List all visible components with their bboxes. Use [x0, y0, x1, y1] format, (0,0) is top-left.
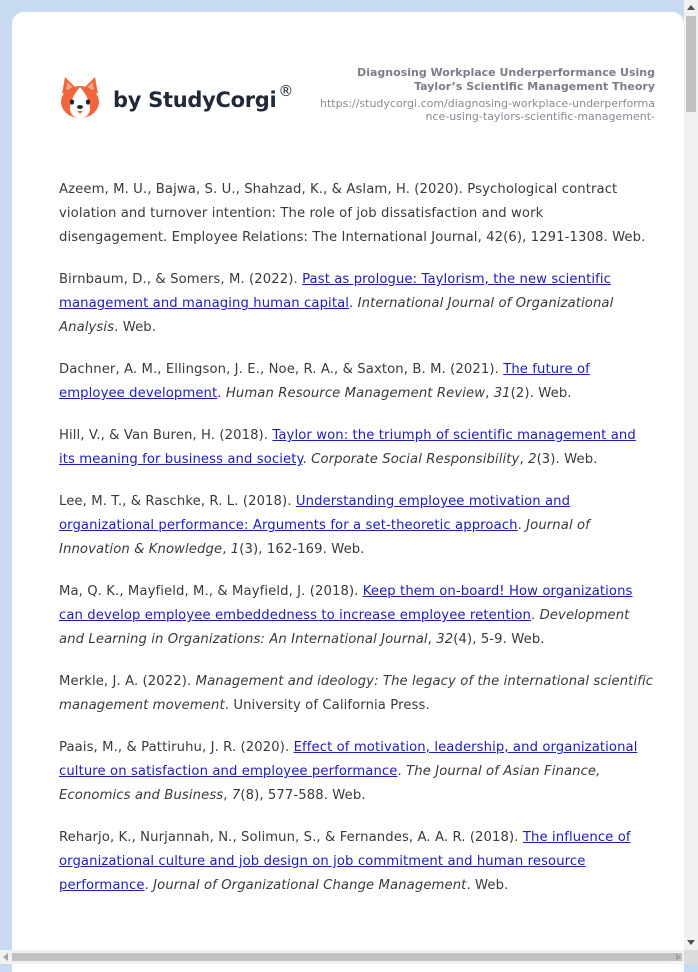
logo-text: [113, 82, 294, 112]
reference-punct: .: [302, 452, 312, 467]
reference-punct: .: [530, 608, 540, 623]
reference-link[interactable]: Taylor won: the triumph of scientific management and its meaning for business and society: [59, 428, 636, 467]
reference-list: [59, 178, 655, 916]
reference-tail: (3). Web.: [536, 452, 598, 467]
reference-punct: ,: [222, 542, 231, 557]
reference-authors: Dachner, A. M., Ellingson, J. E., Noe, R. A., & Saxton, B. M. (2021).: [59, 362, 504, 377]
reference-text: Azeem, M. U., Bajwa, S. U., Shahzad, K., & Aslam, H. (2020). Psychological contract violation and turnover intention: The role of job dissatisfaction and work disengagement. Employee Relations: The International Journal, 42(6), 1291-1308. Web.: [59, 182, 646, 245]
reference-punct: .: [397, 764, 407, 779]
reference-punct: ,: [223, 788, 232, 803]
logo-wordmark: by StudyCorgi: [113, 88, 277, 112]
reference-item: [59, 670, 655, 718]
scroll-right-arrow-icon[interactable]: [676, 953, 681, 961]
vertical-scrollbar[interactable]: [684, 0, 698, 950]
reference-item: [59, 178, 655, 250]
reference-volume: 31: [493, 386, 511, 401]
reference-journal: International Journal of Organizational Analysis: [59, 296, 614, 335]
reference-journal: The Journal of Asian Finance, Economics and Business: [59, 764, 601, 803]
scroll-left-arrow-icon[interactable]: [3, 953, 8, 961]
reference-link[interactable]: Past as prologue: Taylorism, the new scientific management and managing human capital: [59, 272, 611, 311]
reference-journal: Development and Learning in Organizations: An International Journal: [59, 608, 630, 647]
scroll-down-arrow-icon[interactable]: [687, 940, 695, 945]
reference-link[interactable]: The future of employee development: [59, 362, 590, 401]
reference-tail: . Web.: [114, 320, 157, 335]
reference-book-title: Management and ideology: The legacy of the international scientific management movement: [59, 674, 654, 713]
reference-volume: 2: [528, 452, 537, 467]
reference-punct: .: [217, 386, 226, 401]
document-title: Diagnosing Workplace Underperformance Using Taylor’s Scientific Management Theory: [357, 66, 655, 93]
horizontal-scroll-thumb[interactable]: [12, 953, 682, 961]
reference-journal: Human Resource Management Review: [225, 386, 486, 401]
reference-punct: ,: [519, 452, 529, 467]
reference-tail: . Web.: [466, 878, 509, 893]
corgi-icon: [59, 76, 101, 120]
reference-journal: Journal of Innovation & Knowledge: [59, 518, 590, 557]
scrollbar-corner: [684, 950, 698, 964]
reference-volume: 7: [231, 788, 241, 803]
reference-punct: .: [349, 296, 358, 311]
reference-item: [59, 424, 655, 472]
reference-link[interactable]: The influence of organizational culture and job design on job commitment and human resource performance: [59, 830, 631, 893]
reference-authors: Paais, M., & Pattiruhu, J. R. (2020).: [59, 740, 294, 755]
reference-punct: .: [517, 518, 527, 533]
reference-tail: (4), 5-9. Web.: [453, 632, 545, 647]
reference-link[interactable]: Effect of motivation, leadership, and organizational culture on satisfaction and employee performance: [59, 740, 638, 779]
reference-item: [59, 580, 655, 652]
vertical-scroll-thumb[interactable]: [686, 16, 696, 112]
reference-volume: 1: [230, 542, 240, 557]
reference-authors: Lee, M. T., & Raschke, R. L. (2018).: [59, 494, 296, 509]
reference-authors: Merkle, J. A. (2022).: [59, 674, 196, 689]
reference-volume: 32: [436, 632, 454, 647]
document-page: [12, 12, 684, 972]
reference-item: [59, 826, 655, 898]
reference-journal: Journal of Organizational Change Management: [153, 878, 467, 893]
reference-authors: Reharjo, K., Nurjannah, N., Solimun, S., & Fernandes, A. A. R. (2018).: [59, 830, 523, 845]
studycorgi-logo[interactable]: [59, 76, 293, 120]
reference-item: [59, 358, 655, 406]
reference-tail: . University of California Press.: [224, 698, 430, 713]
reference-link[interactable]: Keep them on-board! How organizations can develop employee embeddedness to increase employee retention: [59, 584, 633, 623]
scroll-up-arrow-icon[interactable]: [687, 5, 695, 10]
reference-tail: (3), 162-169. Web.: [239, 542, 365, 557]
reference-authors: Ma, Q. K., Mayfield, M., & Mayfield, J. (2018).: [59, 584, 363, 599]
reference-item: [59, 736, 655, 808]
document-url[interactable]: https://studycorgi.com/diagnosing-workplace-underperformance-using-taylors-scientific-management-: [319, 97, 655, 123]
reference-tail: (2). Web.: [510, 386, 572, 401]
reference-tail: (8), 577-588. Web.: [240, 788, 366, 803]
reference-punct: ,: [485, 386, 494, 401]
reference-link[interactable]: Understanding employee motivation and organizational performance: Arguments for a set-theoretic approach: [59, 494, 571, 533]
reference-authors: Birnbaum, D., & Somers, M. (2022).: [59, 272, 303, 287]
reference-authors: Hill, V., & Van Buren, H. (2018).: [59, 428, 273, 443]
document-meta: [315, 66, 655, 123]
horizontal-scrollbar[interactable]: [0, 950, 684, 964]
reference-journal: Corporate Social Responsibility: [311, 452, 520, 467]
reference-punct: ,: [427, 632, 437, 647]
reference-punct: .: [144, 878, 154, 893]
reference-item: [59, 268, 655, 340]
reference-item: [59, 490, 655, 562]
registered-mark: ®: [278, 82, 294, 100]
